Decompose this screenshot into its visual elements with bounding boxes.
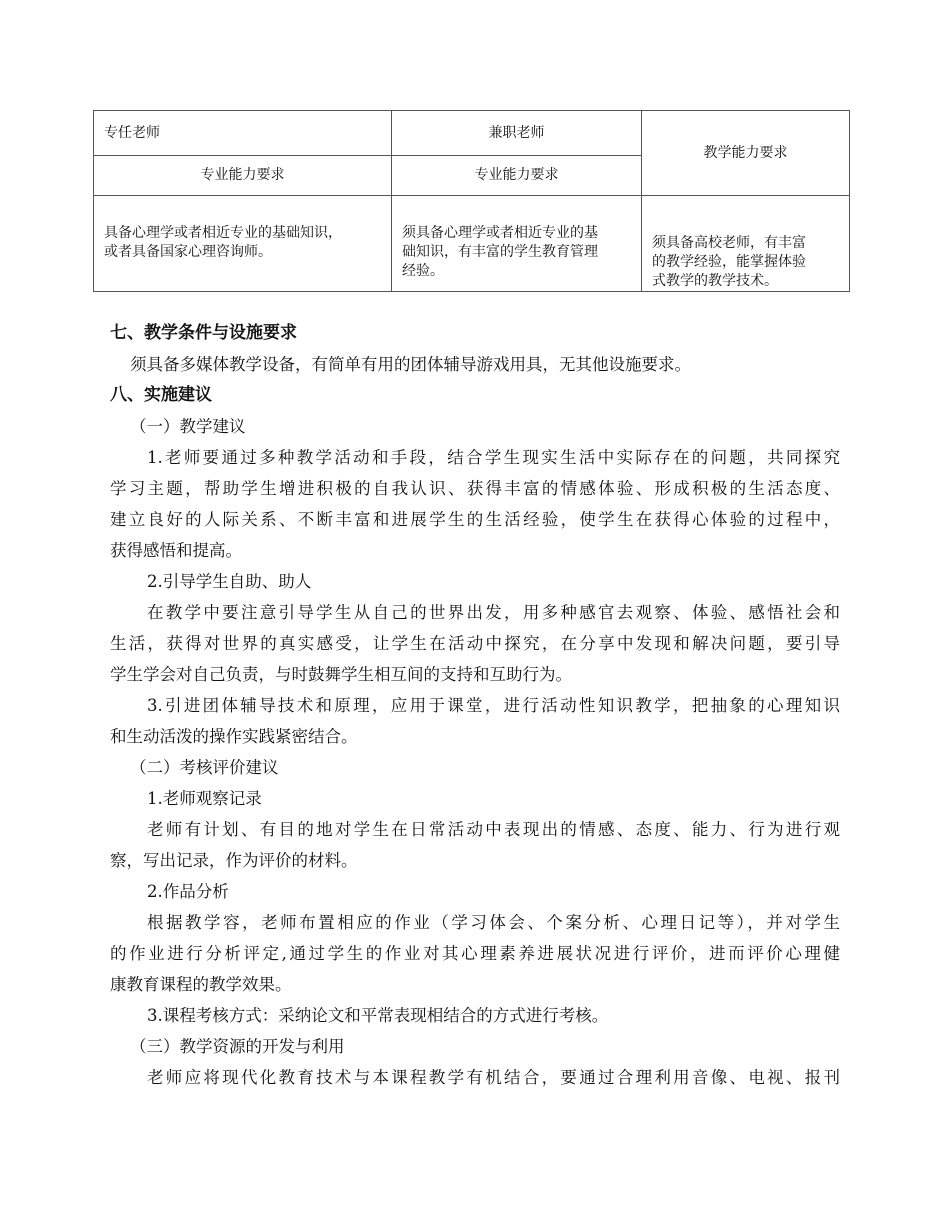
paragraph-line: 康教育课程的教学效果。: [110, 975, 292, 994]
subsection-heading: （三）教学资源的开发与利用: [130, 1037, 345, 1056]
subsection-item: 2.作品分析: [147, 882, 229, 901]
header-teaching-ability: 教学能力要求: [642, 111, 850, 196]
body-text: [110, 318, 840, 1093]
paragraph-line: 和生动活泼的操作实践紧密结合。: [110, 727, 358, 746]
paragraph-line: 3.引进团体辅导技术和原理，应用于课堂，进行活动性知识教学，把抽象的心理知识: [147, 696, 840, 715]
paragraph-line: 建立良好的人际关系、不断丰富和进展学生的生活经验，使学生在获得心体验的过程中，: [110, 510, 840, 529]
subheader-fulltime-ability: 专业能力要求: [94, 156, 392, 196]
paragraph-line: 的作业进行分析评定,通过学生的作业对其心理素养进展状况进行评价，进而评价心理健: [110, 944, 840, 963]
header-fulltime-teacher: 专任老师: [94, 111, 392, 156]
teacher-requirements-table: [93, 110, 850, 292]
paragraph-line: 学习主题，帮助学生增进积极的自我认识、获得丰富的情感体验、形成积极的生活态度、: [110, 479, 840, 498]
cell-line: 的教学经验，能掌握体验: [652, 254, 806, 270]
paragraph-line: 在教学中要注意引导学生从自己的世界出发，用多种感官去观察、体验、感悟社会和: [147, 603, 840, 622]
paragraph-line: 生活，获得对世界的真实感受，让学生在活动中探究，在分享中发现和解决问题，要引导: [110, 634, 840, 653]
paragraph-line: 根据教学容，老师布置相应的作业（学习体会、个案分析、心理日记等），并对学生: [147, 913, 840, 932]
subsection-heading: （二）考核评价建议: [130, 758, 279, 777]
paragraph-line: 3.课程考核方式：采纳论文和平常表现相结合的方式进行考核。: [147, 1006, 609, 1025]
cell-fulltime-requirement: [94, 196, 392, 292]
subsection-item: 1.老师观察记录: [147, 789, 262, 808]
cell-parttime-requirement: [392, 196, 642, 292]
subheader-parttime-ability: 专业能力要求: [392, 156, 642, 196]
subsection-heading: （一）教学建议: [130, 417, 246, 436]
cell-line: 经验。: [402, 263, 444, 279]
paragraph-line: 学生学会对自己负责，与时鼓舞学生相互间的支持和互助行为。: [110, 665, 572, 684]
section-heading-7: 七、教学条件与设施要求: [110, 323, 297, 343]
paragraph-line: 1.老师要通过多种教学活动和手段，结合学生现实生活中实际存在的问题，共同探究: [147, 448, 840, 467]
cell-line: 具备心理学或者相近专业的基础知识，: [104, 225, 342, 241]
paragraph-line: 须具备多媒体教学设备，有简单有用的团体辅导游戏用具，无其他设施要求。: [130, 355, 691, 374]
subsection-item: 2.引导学生自助、助人: [147, 572, 312, 591]
paragraph-line: 老师应将现代化教育技术与本课程教学有机结合，要通过合理利用音像、电视、报刊: [147, 1068, 840, 1087]
cell-teaching-requirement: [642, 196, 850, 292]
paragraph-line: 获得感悟和提高。: [110, 541, 242, 560]
cell-line: 或者具备国家心理咨询师。: [104, 244, 272, 260]
cell-line: 须具备心理学或者相近专业的基: [402, 225, 598, 241]
cell-line: 础知识，有丰富的学生教育管理: [402, 244, 598, 260]
paragraph-line: 察，写出记录，作为评价的材料。: [110, 851, 358, 870]
section-heading-8: 八、实施建议: [110, 385, 212, 405]
cell-line: 式教学的教学技术。: [652, 273, 778, 289]
header-parttime-teacher: 兼职老师: [392, 111, 642, 156]
paragraph-line: 老师有计划、有目的地对学生在日常活动中表现出的情感、态度、能力、行为进行观: [147, 820, 840, 839]
cell-line: 须具备高校老师，有丰富: [652, 235, 806, 251]
